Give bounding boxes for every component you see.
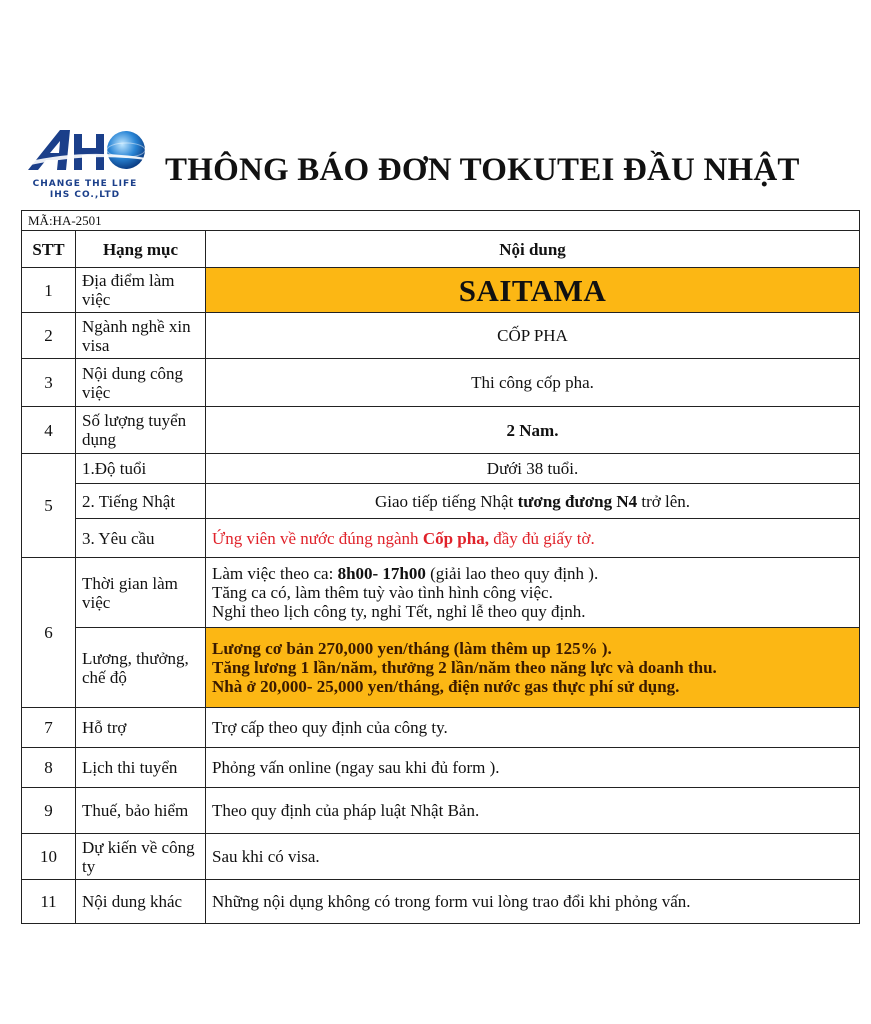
table-header-row [22, 231, 860, 268]
table-row [22, 788, 860, 834]
salary-line: Lương cơ bản 270,000 yen/tháng (làm thêm up 125% ). [212, 639, 612, 658]
visa-industry-value: CỐP PHA [206, 313, 860, 359]
interview-schedule-value: Phỏng vấn online (ngay sau khi đủ form ). [206, 748, 860, 788]
work-location-value: SAITAMA [206, 268, 860, 313]
table-row [22, 268, 860, 313]
row-label: Hỗ trợ [76, 708, 206, 748]
support-value: Trợ cấp theo quy định của công ty. [206, 708, 860, 748]
order-code: MÃ:HA-2501 [22, 211, 860, 231]
job-content-value: Thi công cốp pha. [206, 359, 860, 407]
row-number: 7 [22, 708, 76, 748]
row-label: Nội dung khác [76, 880, 206, 924]
table-row [22, 359, 860, 407]
housing-line: Nhà ở 20,000- 25,000 yen/tháng, điện nước gas thực phí sử dụng. [212, 677, 680, 696]
expected-arrival-value: Sau khi có visa. [206, 834, 860, 880]
row-label: Số lượng tuyển dụng [76, 407, 206, 454]
table-row [22, 558, 860, 628]
row-number: 2 [22, 313, 76, 359]
japanese-level-value [206, 484, 860, 519]
working-time-value [206, 558, 860, 628]
row-number: 11 [22, 880, 76, 924]
shift-text: Làm việc theo ca: [212, 564, 338, 583]
code-row [22, 211, 860, 231]
row-label: Thời gian làm việc [76, 558, 206, 628]
table-row [22, 628, 860, 708]
row-label: 1.Độ tuổi [76, 454, 206, 484]
row-number: 8 [22, 748, 76, 788]
job-notice-table [21, 210, 860, 924]
table-row [22, 407, 860, 454]
row-number: 4 [22, 407, 76, 454]
tax-insurance-value: Theo quy định của pháp luật Nhật Bản. [206, 788, 860, 834]
other-content-value: Những nội dụng không có trong form vui lòng trao đổi khi phỏng vấn. [206, 880, 860, 924]
overtime-line: Tăng ca có, làm thêm tuỳ vào tình hình công việc. [212, 583, 553, 602]
header-stt: STT [22, 231, 76, 268]
row-label: Dự kiến về công ty [76, 834, 206, 880]
req-industry: Cốp pha, [422, 528, 489, 548]
row-number: 5 [22, 454, 76, 558]
row-number: 1 [22, 268, 76, 313]
row-label: 3. Yêu cầu [76, 519, 206, 558]
table-row [22, 708, 860, 748]
header-content: Nội dung [206, 231, 860, 268]
logo-company-name: IHS CO.,LTD [49, 190, 121, 200]
salary-value [206, 628, 860, 708]
table-row [22, 880, 860, 924]
row-label: Lương, thưởng, chế độ [76, 628, 206, 708]
row-number: 6 [22, 558, 76, 708]
table-row [22, 484, 860, 519]
lang-text-end: trở lên. [637, 491, 690, 511]
row-label: Địa điểm làm việc [76, 268, 206, 313]
logo-tagline [26, 179, 144, 201]
row-number: 10 [22, 834, 76, 880]
shift-text-end: (giải lao theo quy định ). [425, 564, 599, 583]
table-row [22, 519, 860, 558]
row-number: 3 [22, 359, 76, 407]
working-time-line [212, 564, 853, 583]
globe-icon [107, 131, 145, 169]
req-text-end: đầy đủ giấy tờ. [488, 528, 595, 548]
requirement-value [206, 519, 860, 558]
row-label: Ngành nghề xin visa [76, 313, 206, 359]
page-title: THÔNG BÁO ĐƠN TOKUTEI ĐẦU NHẬT [165, 152, 800, 188]
lang-text: Giao tiếp tiếng Nhật [374, 491, 518, 511]
header-category: Hạng mục [76, 231, 206, 268]
holiday-line: Nghỉ theo lịch công ty, nghỉ Tết, nghỉ lễ theo quy định. [212, 602, 586, 621]
age-value: Dưới 38 tuổi. [206, 454, 860, 484]
row-label: Thuế, bảo hiểm [76, 788, 206, 834]
row-label: Lịch thi tuyển [76, 748, 206, 788]
bonus-line: Tăng lương 1 lần/năm, thưởng 2 lần/năm theo năng lực và doanh thu. [212, 658, 717, 677]
req-text: Ứng viên về nước đúng ngành [212, 528, 423, 548]
row-label: 2. Tiếng Nhật [76, 484, 206, 519]
recruit-count-value: 2 Nam. [206, 407, 860, 454]
row-label: Nội dung công việc [76, 359, 206, 407]
shift-hours: 8h00- 17h00 [337, 564, 426, 583]
lang-level: tương đương N4 [517, 491, 638, 511]
logo-tagline-line1: CHANGE THE LIFE [32, 179, 138, 189]
row-number: 9 [22, 788, 76, 834]
table-row [22, 313, 860, 359]
table-row [22, 454, 860, 484]
table-row [22, 748, 860, 788]
logo-brand-text: AH [26, 128, 28, 129]
table-row [22, 834, 860, 880]
